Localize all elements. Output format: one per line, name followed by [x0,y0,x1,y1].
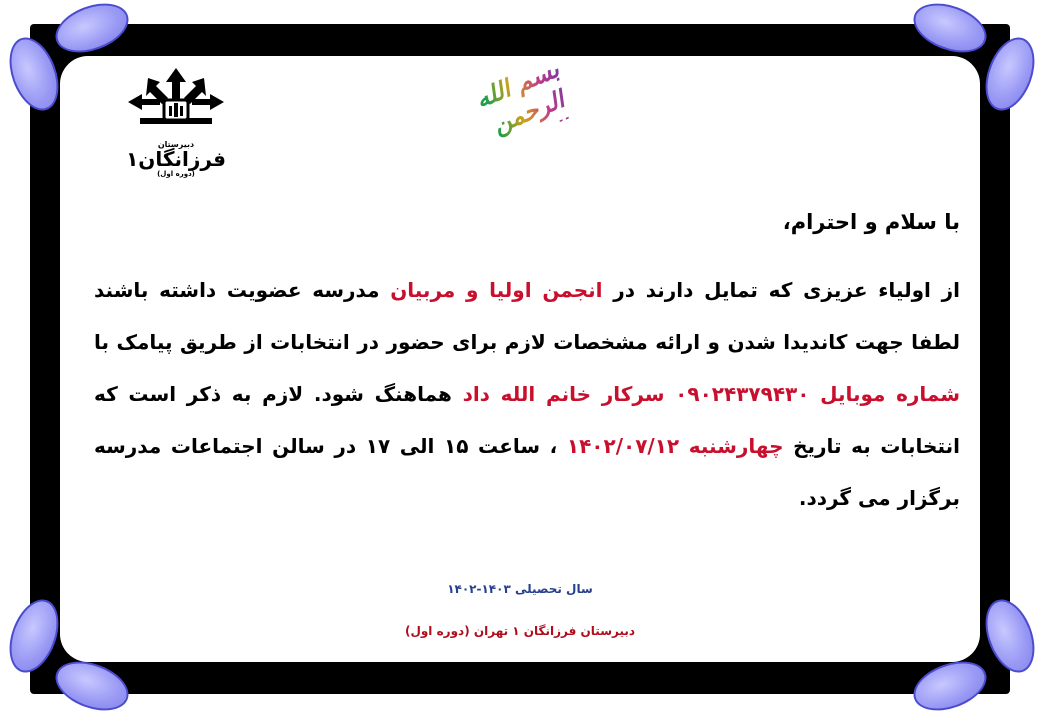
logo-school-name: فرزانگان۱ [126,147,226,171]
school-logo [118,66,234,180]
body-text-part-1: از اولیاء عزیزی که تمایل دارند در [613,278,960,302]
logo-period-text: (دوره اول) [157,170,195,178]
basmala-calligraphy: بسم الله الرحمن الرحیم [447,44,602,158]
highlight-contact: شماره موبایل ۰۹۰۲۴۳۷۹۴۳۰ سرکار خانم الله داد [462,382,961,406]
arrows-emblem-icon [126,66,226,140]
letter-body [94,264,960,524]
body-text-part-2: مدرسه عضویت داشته باشند لطفا جهت کاندیدا شدن و ارائه مشخصات لازم برای حضور در انتخابات از طریق پیامک با [94,278,960,354]
school-signature: دبیرستان فرزانگان ۱ تهران (دوره اول) [404,624,636,638]
highlight-date: چهارشنبه ۱۴۰۲/۰۷/۱۲ [566,434,784,458]
highlight-association: انجمن اولیا و مربیان [390,278,603,302]
body-text-part-3: هماهنگ شود. لازم به ذکر است که انتخابات به تاریخ [94,382,960,458]
body-text-part-4: ، ساعت ۱۵ الی ۱۷ در سالن اجتماعات مدرسه برگزار می گردد. [94,434,960,510]
greeting: با سلام و احترام، [782,210,960,234]
logo-city-text: دبیرستان [157,140,195,149]
academic-year: سال تحصیلی ۱۴۰۳-۱۴۰۲ [447,582,593,596]
